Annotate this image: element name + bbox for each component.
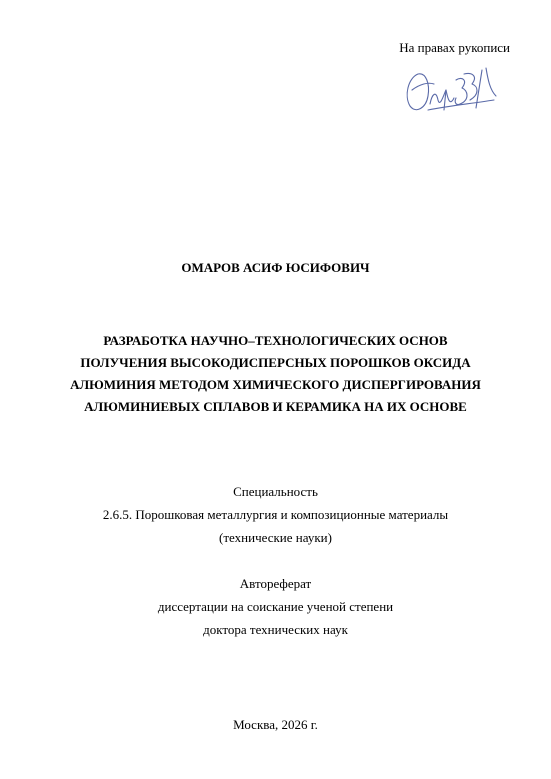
place-year: Москва, 2026 г. <box>233 717 318 732</box>
specialty-block <box>0 480 551 549</box>
abstract-degree: доктора технических наук <box>203 622 348 637</box>
rights-note: На правах рукописи <box>399 40 510 55</box>
title-line: РАЗРАБОТКА НАУЧНО–ТЕХНОЛОГИЧЕСКИХ ОСНОВ <box>103 333 448 348</box>
abstract-purpose: диссертации на соискание ученой степени <box>157 599 394 614</box>
author-name: ОМАРОВ АСИФ ЮСИФОВИЧ <box>181 260 370 275</box>
specialty-branch: (технические науки) <box>219 530 332 545</box>
specialty-code-name: 2.6.5. Порошковая металлургия и композиционные материалы <box>102 507 449 522</box>
abstract-block <box>0 572 551 641</box>
abstract-type: Автореферат <box>239 576 312 591</box>
title-line: АЛЮМИНИЯ МЕТОДОМ ХИМИЧЕСКОГО ДИСПЕРГИРОВАНИЯ <box>70 377 481 392</box>
specialty-label: Специальность <box>233 484 318 499</box>
dissertation-title <box>30 330 521 418</box>
title-line: ПОЛУЧЕНИЯ ВЫСОКОДИСПЕРСНЫХ ПОРОШКОВ ОКСИДА <box>80 355 471 370</box>
title-line: АЛЮМИНИЕВЫХ СПЛАВОВ И КЕРАМИКА НА ИХ ОСНОВЕ <box>84 399 467 414</box>
handwritten-signature-icon <box>398 60 508 118</box>
